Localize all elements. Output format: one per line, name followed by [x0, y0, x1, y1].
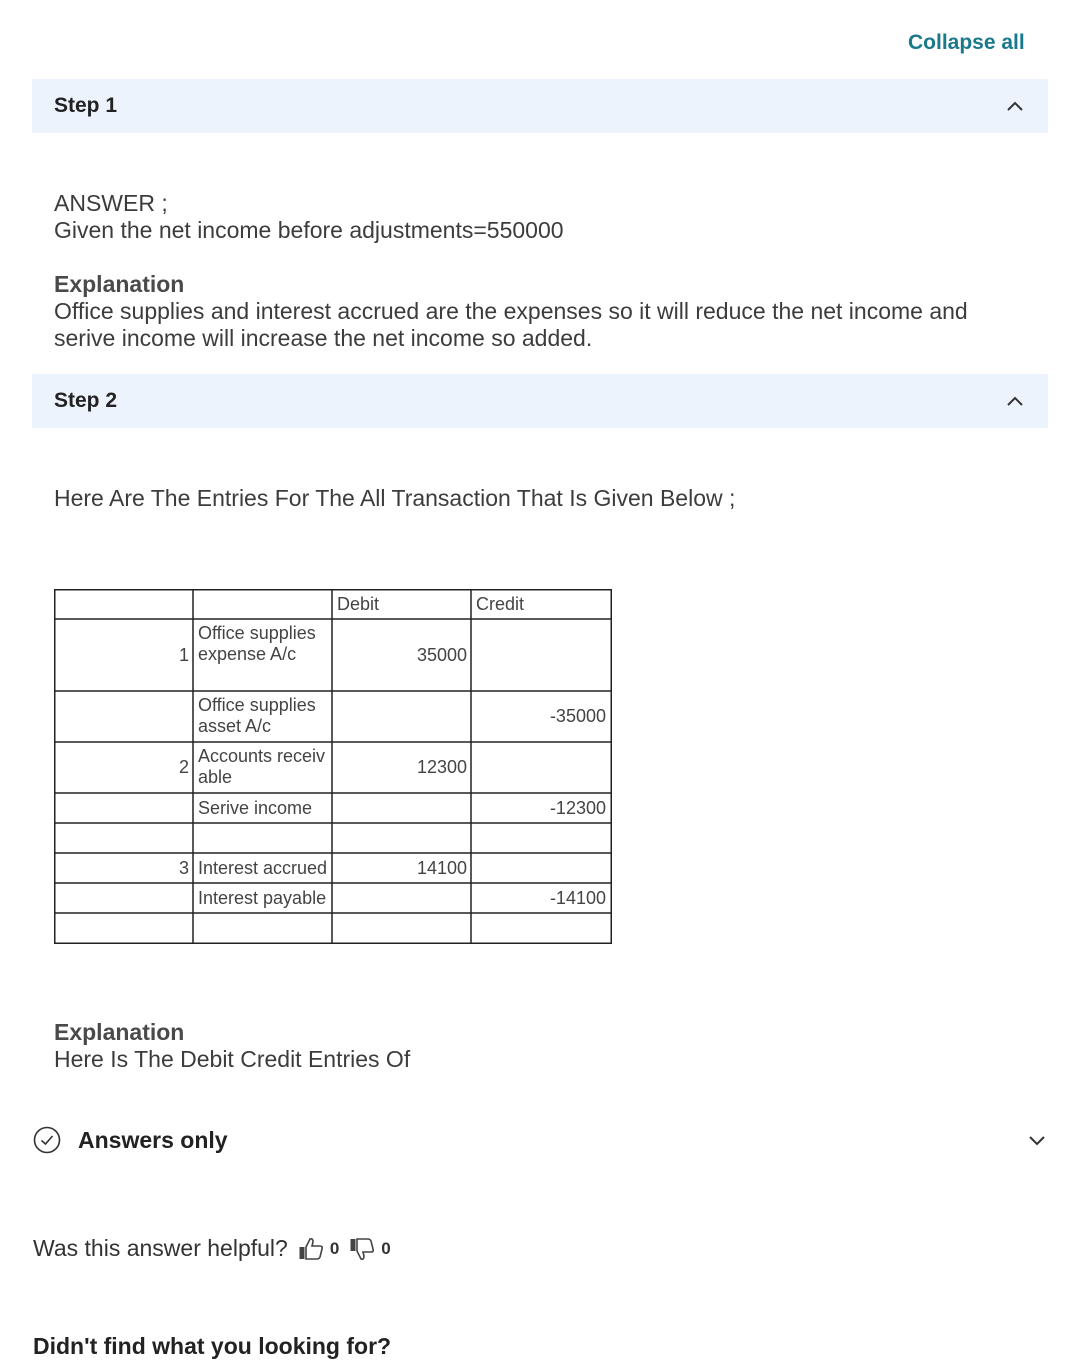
account-name: Interest accrued	[198, 857, 328, 878]
step-2-explanation-title: Explanation	[54, 1019, 185, 1045]
step-1-explanation-line-1: Office supplies and interest accrued are the expenses so it will reduce the net income and	[54, 298, 968, 324]
answer-text: Given the net income before adjustments=550000	[54, 217, 564, 243]
like-count: 0	[329, 1238, 340, 1258]
chevron-down-icon[interactable]	[1026, 1129, 1048, 1151]
account-name: Office supplies	[198, 622, 316, 643]
debit-value: 14100	[416, 857, 467, 878]
step-2-header[interactable]	[32, 374, 1048, 428]
account-name: asset A/c	[198, 715, 272, 736]
thumbs-up-icon[interactable]	[298, 1237, 324, 1261]
step-1-header[interactable]	[32, 79, 1048, 133]
step-1-title: Step 1	[54, 94, 118, 117]
account-name: expense A/c	[198, 643, 297, 664]
step-2-explanation-text: Here Is The Debit Credit Entries Of	[54, 1046, 411, 1072]
step-1-explanation-line-2: serive income will increase the net income so added.	[54, 325, 593, 351]
didnt-find-prompt: Didn't find what you looking for?	[33, 1333, 392, 1359]
debit-value: 12300	[416, 757, 467, 777]
step-2-title: Step 2	[54, 389, 118, 412]
collapse-all-button[interactable]: Collapse all	[908, 31, 1025, 54]
credit-value: -35000	[549, 706, 606, 726]
thumbs-down-icon[interactable]	[349, 1237, 375, 1261]
credit-header: Credit	[476, 593, 525, 614]
answers-only-label: Answers only	[78, 1126, 228, 1153]
check-circle-icon	[33, 1126, 61, 1154]
account-name: able	[198, 766, 233, 787]
entry-number: 1	[178, 644, 189, 665]
account-name: Interest payable	[198, 887, 327, 908]
debit-header: Debit	[337, 593, 380, 614]
step-1-explanation-title: Explanation	[54, 271, 185, 297]
account-name: Office supplies	[198, 694, 316, 715]
credit-value: -12300	[549, 797, 606, 818]
journal-entries-table	[54, 589, 612, 944]
dislike-count: 0	[381, 1238, 391, 1258]
step-2-intro: Here Are The Entries For The All Transaction That Is Given Below ;	[54, 485, 736, 511]
feedback-row	[33, 1235, 401, 1262]
answer-label: ANSWER ;	[54, 190, 168, 216]
account-name: Accounts receiv	[198, 745, 326, 766]
debit-value: 35000	[416, 644, 467, 665]
account-name: Serive income	[198, 797, 313, 818]
entry-number: 2	[178, 757, 189, 777]
entry-number: 3	[178, 857, 189, 878]
chevron-up-icon[interactable]	[1004, 95, 1026, 117]
answers-only-toggle[interactable]	[33, 1124, 1048, 1156]
credit-value: -14100	[549, 887, 606, 908]
feedback-question: Was this answer helpful?	[33, 1235, 288, 1261]
chevron-up-icon[interactable]	[1004, 390, 1026, 412]
